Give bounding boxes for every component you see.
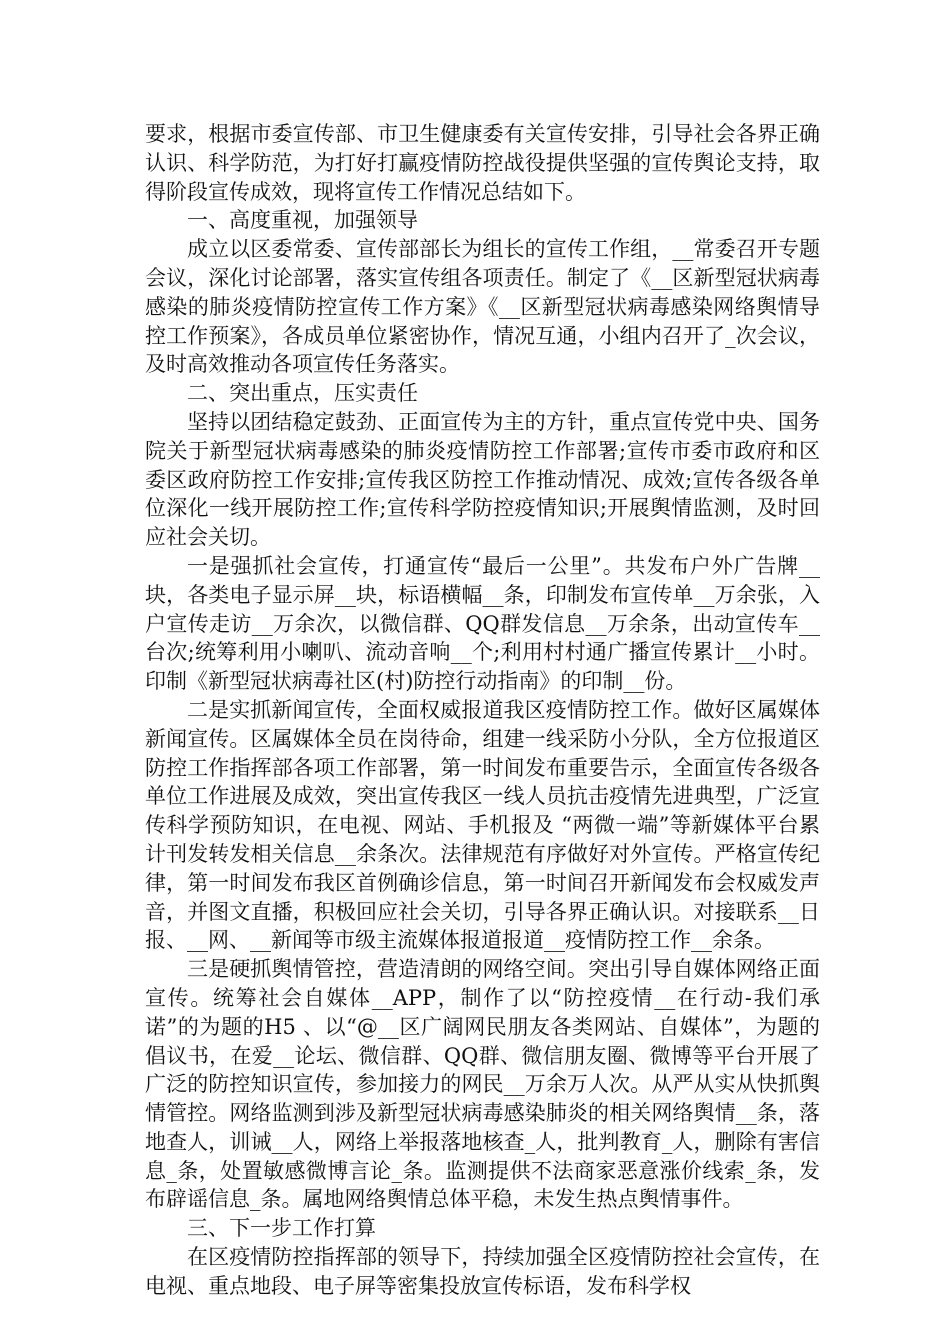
paragraph-news-publicity: 二是实抓新闻宣传，全面权威报道我区疫情防控工作。做好区属媒体新闻宣传。区属媒体全员在岗待命，组建一线采防小分队，全方位报道区防控工作指挥部各项工作部署，第一时间发布重要告示，全面宣传各级各单位工作进展及成效，突出宣传我区一线人员抗击疫情先进典型，广泛宣传科学预防知识，在电视、网站、手机报及 “两微一端”等新媒体平台累计刊发转发相关信息__余条次。法律规范有序做好对外宣传。严格宣传纪律，第一时间发布我区首例确诊信息，第一时间召开新闻发布会权威发声音，并图文直播，积极回应社会关切，引导各界正确认识。对接联系__日报、__网、__新闻等市级主流媒体报道报道__疫情防控工作__余条。 [145,697,820,953]
document-body [145,120,820,1301]
paragraph-leadership: 成立以区委常委、宣传部部长为组长的宣传工作组，__常委召开专题会议，深化讨论部署，落实宣传组各项责任。制定了《__区新型冠状病毒感染的肺炎疫情防控宣传工作方案》《__区新型冠状病毒感染网络舆情导控工作预案》，各成员单位紧密协作，情况互通，小组内召开了_次会议，及时高效推动各项宣传任务落实。 [145,237,820,377]
paragraph-public-opinion: 三是硬抓舆情管控，营造清朗的网络空间。突出引导自媒体网络正面宣传。统筹社会自媒体__APP，制作了以“防控疫情__在行动-我们承诺”的为题的H5 、以“@__区广阔网民朋友各类网站、自媒体”，为题的倡议书，在爱__论坛、微信群、QQ群、微信朋友圈、微博等平台开展了广泛的防控知识宣传，参加接力的网民__万余万人次。从严从实从快抓舆情管控。网络监测到涉及新型冠状病毒感染肺炎的相关网络舆情__条，落地查人，训诫__人，网络上举报落地核查_人，批判教育_人，删除有害信息_条，处置敏感微博言论_条。监测提供不法商家恶意涨价线索_条，发布辟谣信息_条。属地网络舆情总体平稳，未发生热点舆情事件。 [145,957,820,1212]
paragraph-next-steps: 在区疫情防控指挥部的领导下，持续加强全区疫情防控社会宣传，在电视、重点地段、电子屏等密集投放宣传标语，发布科学权 [145,1245,820,1298]
paragraph-intro: 要求，根据市委宣传部、市卫生健康委有关宣传安排，引导社会各界正确认识、科学防范，为打好打赢疫情防控战役提供坚强的宣传舆论支持，取得阶段宣传成效，现将宣传工作情况总结如下。 [145,122,820,204]
paragraph-focus: 坚持以团结稳定鼓劲、正面宣传为主的方针，重点宣传党中央、国务院关于新型冠状病毒感染的肺炎疫情防控工作部署;宣传市委市政府和区委区政府防控工作安排;宣传我区防控工作推动情况、成效;宣传各级各单位深化一线开展防控工作;宣传科学防控疫情知识;开展舆情监测，及时回应社会关切。 [145,409,820,550]
section-heading-2: 二、突出重点，压实责任 [187,381,418,406]
section-heading-1: 一、高度重视，加强领导 [187,208,418,233]
section-heading-3: 三、下一步工作打算 [187,1216,376,1241]
paragraph-social-publicity: 一是强抓社会宣传，打通宣传“最后一公里”。共发布户外广告牌__块，各类电子显示屏__块，标语横幅__条，印制发布宣传单__万余张，入户宣传走访__万余次，以微信群、QQ群发信息__万余条，出动宣传车__台次;统筹利用小喇叭、流动音响__个;利用村村通广播宣传累计__小时。印制《新型冠状病毒社区(村)防控行动指南》的印制__份。 [145,553,820,694]
